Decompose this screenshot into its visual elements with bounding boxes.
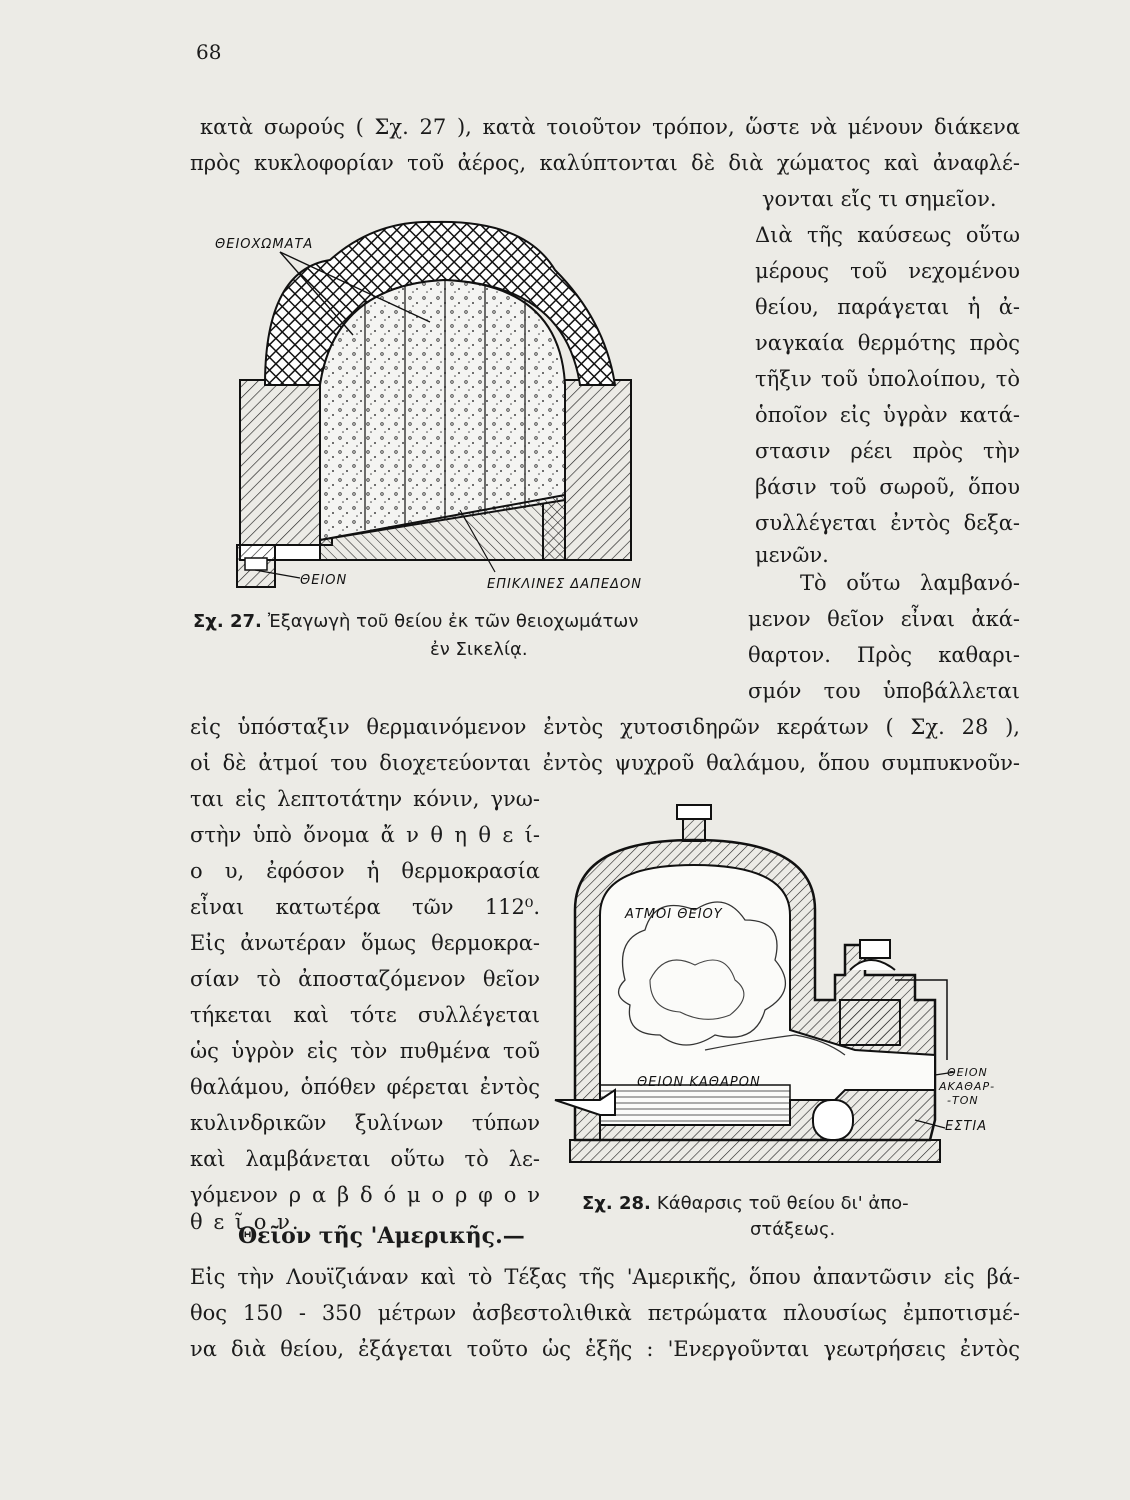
text-line: συλλέγεται ἐντὸς δεξα-	[755, 511, 1020, 535]
figure-27-diagram	[215, 210, 750, 595]
text-line: θαρτον. Πρὸς καθαρι-	[748, 643, 1020, 667]
text-line: θείου, παράγεται ἡ ἀ-	[755, 295, 1020, 319]
caption-number: Σχ. 28.	[582, 1193, 651, 1214]
section-heading: Θεῖον τῆς 'Αμερικῆς.—	[238, 1223, 525, 1249]
label-sulfur-vapors: ΑΤΜΟΙ ΘΕΙΟΥ	[625, 907, 723, 922]
text-line: εἶναι κατωτέρα τῶν 112⁰.	[190, 895, 540, 919]
text-line: Εἰς τὴν Λουϊζιάναν καὶ τὸ Τέξας τῆς 'Αμερικῆς, ὅπου ἀπαντῶσιν εἰς βά-	[190, 1265, 1020, 1289]
label-sulfur-earth: ΘΕΙΟΧΩΜΑΤΑ	[215, 237, 314, 252]
text-line: κυλινδρικῶν ξυλίνων τύπων	[190, 1111, 540, 1135]
text-line: καὶ λαμβάνεται οὕτω τὸ λε-	[190, 1147, 540, 1171]
text-line: οἱ δὲ ἀτμοί του διοχετεύονται ἐντὸς ψυχροῦ θαλάμου, ὅπου συμπυκνοῦν-	[190, 751, 1020, 775]
text-line: σίαν τὸ ἀποσταζόμενον θεῖον	[190, 967, 540, 991]
figure-28-caption	[582, 1190, 909, 1218]
text-line: μενῶν.	[755, 543, 829, 567]
label-impure-sulfur-2: ΑΚΑΘΑΡ-	[939, 1080, 996, 1093]
label-pure-sulfur: ΘΕΙΟΝ ΚΑΘΑΡΟΝ	[637, 1075, 761, 1090]
text-line: θαλάμου, ὁπόθεν φέρεται ἐντὸς	[190, 1075, 540, 1099]
text-line: ται εἰς λεπτοτάτην κόνιν, γνω-	[190, 787, 540, 811]
text-line: κατὰ σωρούς ( Σχ. 27 ), κατὰ τοιοῦτον τρόπον, ὥστε νὰ μένουν διάκενα	[200, 115, 1020, 139]
text-line: γονται εἴς τι σημεῖον.	[762, 187, 997, 211]
text-line: να διὰ θείου, ἐξάγεται τοῦτο ὡς ἑξῆς : 'Ενεργοῦνται γεωτρήσεις ἐντὸς	[190, 1337, 1020, 1361]
text-line: ο υ, ἐφόσον ἡ θερμοκρασία	[190, 859, 540, 883]
text-line: ὁποῖον εἰς ὑγρὰν κατά-	[755, 403, 1020, 427]
text-line: στὴν ὑπὸ ὄνομα ἄ ν θ η θ ε ί-	[190, 823, 540, 847]
text-line: γόμενον ρ α β δ ό μ ο ρ φ ο ν	[190, 1183, 540, 1207]
text-line: Εἰς ἀνωτέραν ὅμως θερμοκρα-	[190, 931, 540, 955]
text-line: τήκεται καὶ τότε συλλέγεται	[190, 1003, 540, 1027]
text-line: Τὸ οὕτω λαμβανό-	[800, 571, 1020, 595]
text-line: σμόν του ὑποβάλλεται	[748, 679, 1020, 703]
label-impure-sulfur-1: ΘΕΙΟΝ	[947, 1066, 988, 1079]
label-impure-sulfur-3: -ΤΟΝ	[947, 1094, 979, 1107]
label-sulfur: ΘΕΙΟΝ	[300, 573, 348, 588]
figure-28-diagram	[555, 800, 1015, 1175]
text-line: Διὰ τῆς καύσεως οὕτω	[755, 223, 1020, 247]
text-line: εἰς ὑπόσταξιν θερμαινόμενον ἐντὸς χυτοσιδηρῶν κεράτων ( Σχ. 28 ),	[190, 715, 1020, 739]
figure-27-caption-cont: ἐν Σικελίᾳ.	[430, 639, 528, 660]
text-line: θος 150 - 350 μέτρων ἀσβεστολιθικὰ πετρώματα πλουσίως ἐμποτισμέ-	[190, 1301, 1020, 1325]
text-line: ὡς ὑγρὸν εἰς τὸν πυθμένα τοῦ	[190, 1039, 540, 1063]
text-line: μέρους τοῦ νεχομένου	[755, 259, 1020, 283]
text-line: πρὸς κυκλοφορίαν τοῦ ἀέρος, καλύπτονται δὲ διὰ χώματος καὶ ἀναφλέ-	[190, 151, 1020, 175]
text-line: θ ε ῖ ο ν.	[190, 1210, 301, 1234]
text-line: μενον θεῖον εἶναι ἀκά-	[748, 607, 1020, 631]
text-line: βάσιν τοῦ σωροῦ, ὅπου	[755, 475, 1020, 499]
page-number: 68	[196, 40, 222, 64]
caption-number: Σχ. 27.	[193, 611, 262, 632]
label-hearth: ΕΣΤΙΑ	[945, 1119, 988, 1134]
text-line: τῆξιν τοῦ ὑπολοίπου, τὸ	[755, 367, 1020, 391]
label-sloped-floor: ΕΠΙΚΛΙΝΕΣ ΔΑΠΕΔΟΝ	[487, 577, 642, 592]
text-line: στασιν ρέει πρὸς τὴν	[755, 439, 1020, 463]
figure-27-caption	[193, 608, 638, 636]
text-line: ναγκαία θερμότης πρὸς	[755, 331, 1020, 355]
caption-text: Κάθαρσις τοῦ θείου δι' ἀπο-	[656, 1193, 909, 1214]
figure-28-caption-cont: στάξεως.	[750, 1219, 836, 1240]
caption-text: Ἐξαγωγὴ τοῦ θείου ἐκ τῶν θειοχωμάτων	[267, 611, 639, 632]
